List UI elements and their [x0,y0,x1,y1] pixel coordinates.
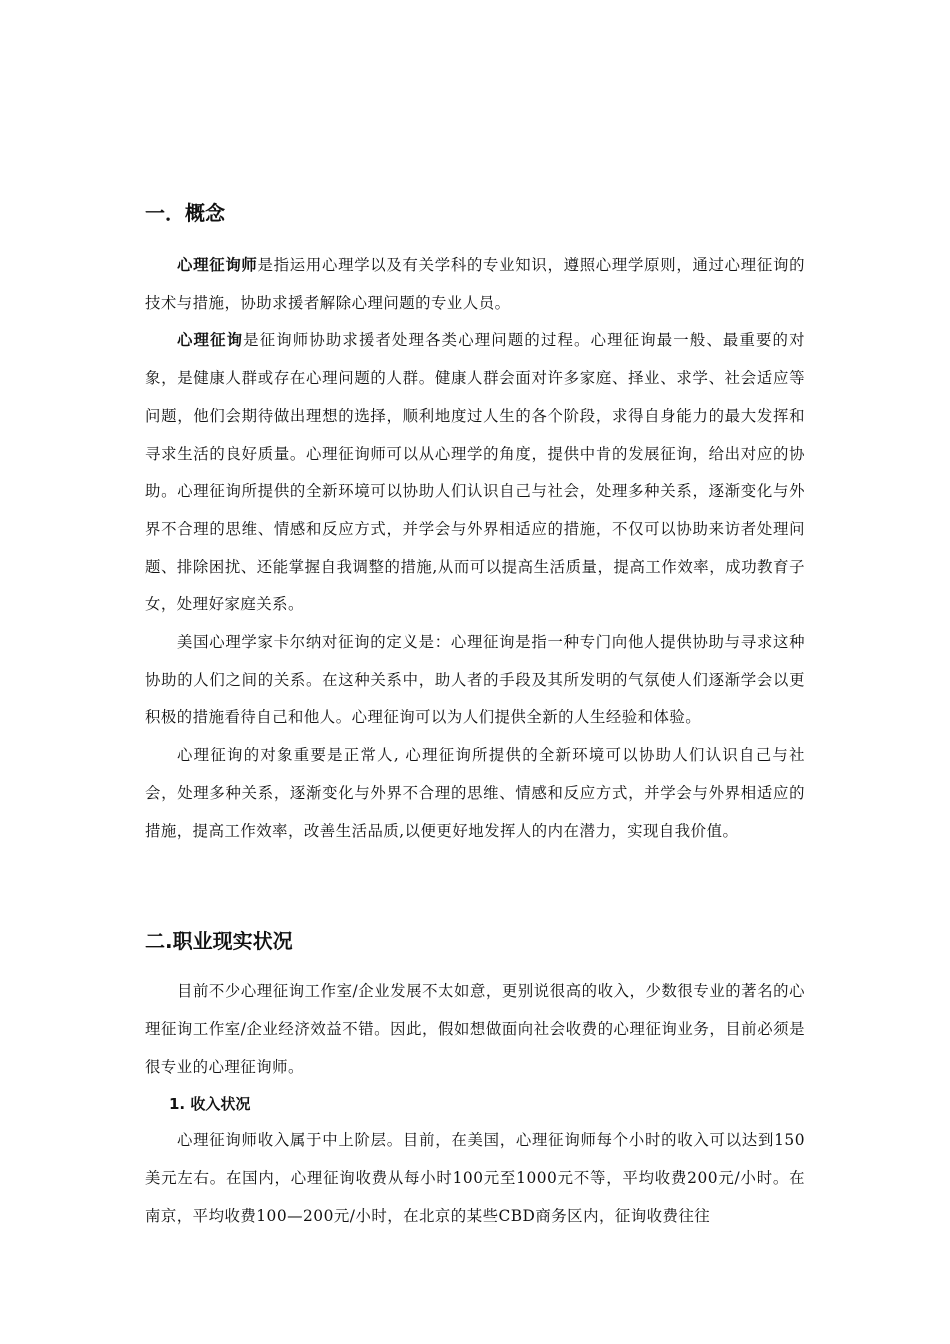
subsection-heading-income: 1. 收入状况 [169,1095,251,1114]
term-counselor: 心理征询师 [177,256,258,274]
paragraph-counseling-objects: 心理征询的对象重要是正常人, 心理征询所提供的全新环境可以协助人们认识自己与社会，处理多种关系，逐渐变化与外界不合理的思维、情感和反应方式，并学会与外界相适应的措施，提高工作效率，改善生活品质,以便更好地发挥人的内在潜力，实现自我价值。 [145,746,805,840]
paragraph-counselor-definition [145,247,805,322]
paragraph-career-status: 目前不少心理征询工作室/企业发展不太如意，更别说很高的收入，少数很专业的著名的心理征询工作室/企业经济效益不错。因此，假如想做面向社会收费的心理征询业务，目前必须是很专业的心理征询师。 [145,982,805,1076]
document-body [145,198,805,1235]
section-heading-concept: 一．概念 [145,201,225,225]
term-counseling: 心理征询 [177,331,244,350]
section-heading-career-status: 二.职业现实状况 [145,929,293,954]
paragraph-counseling-definition [145,322,805,624]
paragraph-text: 是征询师协助求援者处理各类心理问题的过程。心理征询最一般、最重要的对象，是健康人群或存在心理问题的人群。健康人群会面对许多家庭、择业、求学、社会适应等问题，他们会期待做出理想的选择，顺利地度过人生的各个阶段，求得自身能力的最大发挥和寻求生活的良好质量。心理征询师可以从心理学的角度，提供中肯的发展征询，给出对应的协助。心理征询所提供的全新环境可以协助人们认识自己与社会，处理多种关系，逐渐变化与外界不合理的思维、情感和反应方式，并学会与外界相适应的措施，不仅可以协助来访者处理问题、排除困扰、还能掌握自我调整的措施,从而可以提高生活质量，提高工作效率，成功教育子女，处理好家庭关系。 [145,331,805,614]
paragraph-text: 是指运用心理学以及有关学科的专业知识，遵照心理学原则，通过心理征询的技术与措施，协助求援者解除心理问题的专业人员。 [145,256,805,312]
paragraph-carner-definition: 美国心理学家卡尔纳对征询的定义是：心理征询是指一种专门向他人提供协助与寻求这种协助的人们之间的关系。在这种关系中，助人者的手段及其所发明的气氛使人们逐渐学会以更积极的措施看待自己和他人。心理征询可以为人们提供全新的人生经验和体验。 [145,633,805,727]
paragraph-income: 心理征询师收入属于中上阶层。目前，在美国，心理征询师每个小时的收入可以达到150美元左右。在国内，心理征询收费从每小时100元至1000元不等，平均收费200元/小时。在南京，平均收费100—200元/小时，在北京的某些CBD商务区内，征询收费往往 [145,1131,805,1225]
